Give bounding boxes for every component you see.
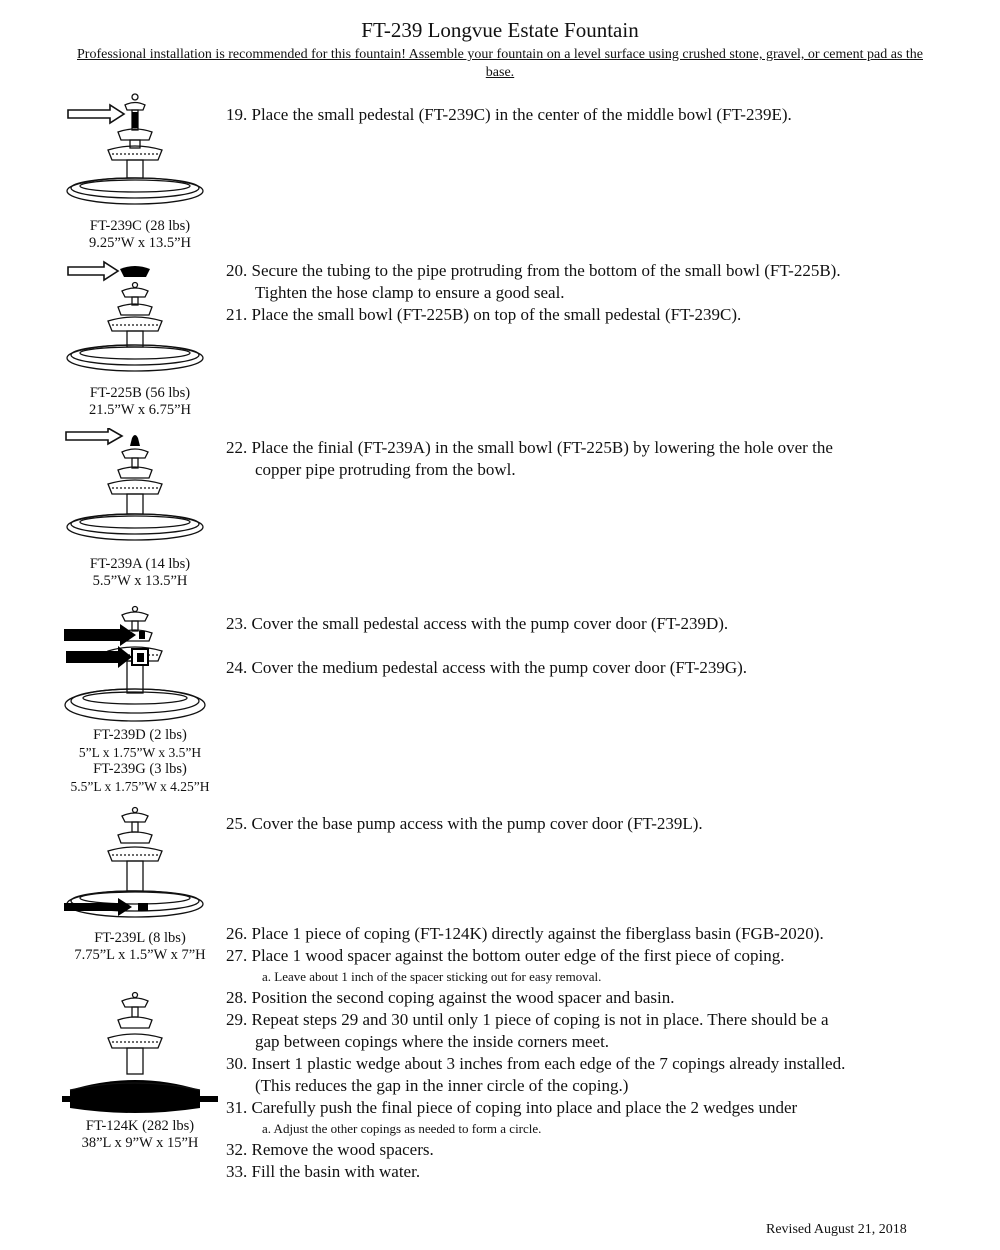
step-31-sub-a: a. Adjust the other copings as needed to form a circle. xyxy=(262,1121,542,1136)
part-dimensions: 5.5”W x 13.5”H xyxy=(92,573,188,589)
step-27-sub-a: a. Leave about 1 inch of the spacer sticking out for easy removal. xyxy=(262,969,602,984)
part-dimensions: 21.5”W x 6.75”H xyxy=(88,402,192,418)
installation-note: Professional installation is recommended for this fountain! Assemble your fountain on a level surface using crushed stone, gravel, or cement pad as the base. xyxy=(77,47,923,80)
part-name: FT-239L (8 lbs) xyxy=(94,930,186,946)
step-26: 26. Place 1 piece of coping (FT-124K) directly against the fiberglass basin (FGB-2020). xyxy=(226,924,824,943)
step-20-line-1: 20. Secure the tubing to the pipe protruding from the bottom of the small bowl (FT-225B). xyxy=(226,261,841,280)
part-dimensions: 7.75”L x 1.5”W x 7”H xyxy=(74,947,206,963)
fountain-illustration-1 xyxy=(60,88,225,218)
fountain-illustration-3 xyxy=(60,428,225,556)
step-21: 21. Place the small bowl (FT-225B) on top of the small pedestal (FT-239C). xyxy=(226,305,742,324)
fountain-figure-6 xyxy=(60,990,225,1115)
step-29 xyxy=(226,1009,829,1053)
caption-ft124k xyxy=(40,1118,240,1152)
caption-ft239l xyxy=(40,930,240,964)
step-30-line-2: (This reduces the gap in the inner circle of the coping.) xyxy=(255,1076,629,1095)
step-31: 31. Carefully push the final piece of coping into place and place the 2 wedges under xyxy=(226,1098,798,1117)
fountain-figure-4 xyxy=(60,605,225,727)
caption-ft239d-ft239g xyxy=(40,727,240,795)
part-dimensions: 9.25”W x 13.5”H xyxy=(88,235,192,251)
caption-ft225b xyxy=(40,385,240,419)
step-29-line-1: 29. Repeat steps 29 and 30 until only 1 piece of coping is not in place. There should be a xyxy=(226,1010,829,1029)
fountain-figure-5 xyxy=(60,805,225,927)
step-28: 28. Position the second coping against the wood spacer and basin. xyxy=(226,988,675,1007)
step-24: 24. Cover the medium pedestal access with the pump cover door (FT-239G). xyxy=(226,658,748,677)
fountain-figure-1 xyxy=(60,88,225,218)
step-30 xyxy=(226,1053,845,1097)
step-22 xyxy=(226,437,833,481)
step-22-line-2: copper pipe protruding from the bowl. xyxy=(255,460,516,479)
part-dimensions: 38”L x 9”W x 15”H xyxy=(81,1135,199,1151)
fountain-figure-3 xyxy=(60,428,225,556)
step-30-line-1: 30. Insert 1 plastic wedge about 3 inches from each edge of the 7 copings already installed. xyxy=(226,1054,846,1073)
step-29-line-2: gap between copings where the inside corners meet. xyxy=(255,1032,610,1051)
part-name-2: FT-239G (3 lbs) xyxy=(93,761,187,777)
step-19: 19. Place the small pedestal (FT-239C) in the center of the middle bowl (FT-239E). xyxy=(226,105,792,124)
part-name: FT-239D (2 lbs) xyxy=(93,727,187,743)
part-name: FT-239C (28 lbs) xyxy=(89,218,191,234)
fountain-illustration-5 xyxy=(60,805,225,927)
caption-ft239a xyxy=(40,556,240,590)
step-32: 32. Remove the wood spacers. xyxy=(226,1140,434,1159)
part-dimensions: 5”L x 1.75”W x 3.5”H xyxy=(78,745,202,760)
step-25: 25. Cover the base pump access with the pump cover door (FT-239L). xyxy=(226,814,703,833)
step-20-line-2: Tighten the hose clamp to ensure a good seal. xyxy=(255,283,565,302)
part-dimensions-2: 5.5”L x 1.75”W x 4.25”H xyxy=(70,779,210,794)
step-23: 23. Cover the small pedestal access with the pump cover door (FT-239D). xyxy=(226,614,729,633)
step-22-line-1: 22. Place the finial (FT-239A) in the small bowl (FT-225B) by lowering the hole over the xyxy=(226,438,833,457)
part-name: FT-239A (14 lbs) xyxy=(89,556,191,572)
part-name: FT-124K (282 lbs) xyxy=(85,1118,195,1134)
part-name: FT-225B (56 lbs) xyxy=(89,385,191,401)
caption-ft239c xyxy=(40,218,240,252)
revision-date: Revised August 21, 2018 xyxy=(766,1222,907,1237)
step-33: 33. Fill the basin with water. xyxy=(226,1162,421,1181)
fountain-illustration-2 xyxy=(60,255,225,383)
fountain-illustration-4 xyxy=(60,605,225,727)
page-title: FT-239 Longvue Estate Fountain xyxy=(361,18,639,42)
fountain-figure-2 xyxy=(60,255,225,383)
fountain-illustration-6 xyxy=(60,990,225,1115)
step-20 xyxy=(226,260,841,304)
step-27: 27. Place 1 wood spacer against the bottom outer edge of the first piece of coping. xyxy=(226,946,785,965)
